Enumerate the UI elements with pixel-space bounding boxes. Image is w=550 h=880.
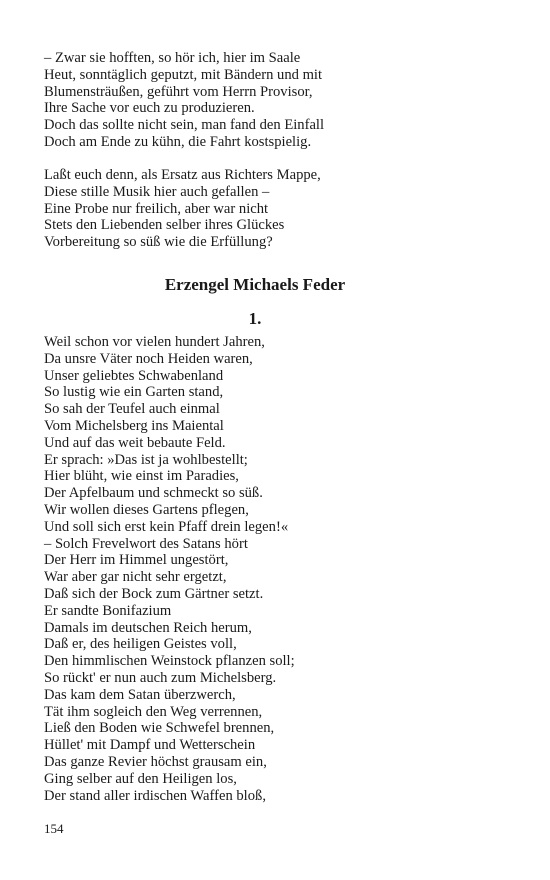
verse-line: Tät ihm sogleich den Weg verrennen,	[44, 703, 263, 720]
verse-line: Eine Probe nur freilich, aber war nicht	[44, 200, 269, 217]
verse-line: Hüllet' mit Dampf und Wetterschein	[44, 737, 256, 754]
verse-line: Das kam dem Satan überzwerch,	[44, 686, 236, 703]
verse-line: Daß er, des heiligen Geistes voll,	[44, 636, 237, 653]
verse-line: Stets den Liebenden selber ihres Glückes	[44, 217, 285, 234]
verse-line: Wir wollen dieses Gartens pflegen,	[44, 501, 249, 518]
verse-line: – Zwar sie hofften, so hör ich, hier im Saale	[44, 50, 301, 66]
section-number: 1.	[248, 309, 262, 328]
verse-line: Weil schon vor vielen hundert Jahren,	[44, 334, 265, 350]
verse-line: So lustig wie ein Garten stand,	[44, 384, 224, 401]
page-number: 154	[44, 821, 64, 836]
verse-line: So sah der Teufel auch einmal	[44, 401, 220, 418]
verse-line: Doch am Ende zu kühn, die Fahrt kostspielig.	[44, 133, 312, 150]
verse-line: Das ganze Revier höchst grausam ein,	[44, 753, 267, 770]
verse-line: Vorbereitung so süß wie die Erfüllung?	[44, 234, 273, 251]
stanza-intro-1	[44, 50, 324, 151]
stanza-intro-2	[44, 167, 321, 251]
verse-line: Hier blüht, wie einst im Paradies,	[44, 468, 239, 485]
verse-line: Vom Michelsberg ins Maiental	[44, 417, 224, 434]
verse-line: Und auf das weit bebaute Feld.	[44, 434, 226, 451]
verse-line: Der Apfelbaum und schmeckt so süß.	[44, 485, 263, 502]
verse-line: Der stand aller irdischen Waffen bloß,	[44, 787, 266, 804]
verse-line: Der Herr im Himmel ungestört,	[44, 552, 229, 569]
verse-line: Heut, sonntäglich geputzt, mit Bändern und mit	[44, 66, 323, 83]
verse-line: Blumensträußen, geführt vom Herrn Provisor,	[44, 83, 313, 100]
verse-line: Unser geliebtes Schwabenland	[44, 367, 224, 384]
verse-line: Da unsre Väter noch Heiden waren,	[44, 350, 253, 367]
verse-line: Diese stille Musik hier auch gefallen –	[44, 183, 270, 200]
verse-line: Den himmlischen Weinstock pflanzen soll;	[44, 653, 295, 670]
verse-line: Und soll sich erst kein Pfaff drein legen!«	[44, 518, 289, 535]
verse-line: Doch das sollte nicht sein, man fand den Einfall	[44, 117, 325, 134]
verse-line: Daß sich der Bock zum Gärtner setzt.	[44, 585, 264, 602]
verse-line: Ihre Sache vor euch zu produzieren.	[44, 100, 255, 117]
verse-line: War aber gar nicht sehr ergetzt,	[44, 569, 227, 586]
verse-line: So rückt' er nun auch zum Michelsberg.	[44, 669, 277, 686]
verse-line: – Solch Frevelwort des Satans hört	[44, 535, 248, 552]
verse-line: Ließ den Boden wie Schwefel brennen,	[44, 720, 275, 737]
verse-line: Ging selber auf den Heiligen los,	[44, 770, 237, 787]
verse-line: Er sprach: »Das ist ja wohlbestellt;	[44, 451, 248, 468]
verse-line: Damals im deutschen Reich herum,	[44, 619, 252, 636]
verse-line: Er sandte Bonifazium	[44, 602, 172, 619]
poem-title: Erzengel Michaels Feder	[164, 275, 346, 294]
verse-line: Laßt euch denn, als Ersatz aus Richters Mappe,	[44, 167, 321, 183]
poem-stanza-1	[44, 334, 295, 804]
